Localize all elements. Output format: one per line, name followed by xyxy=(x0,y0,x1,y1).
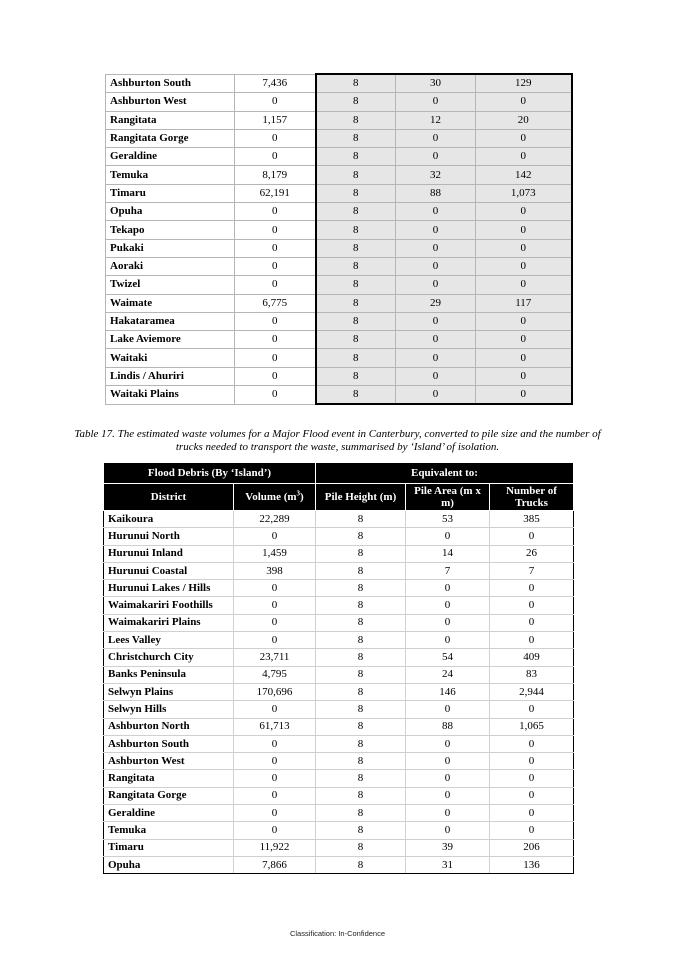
pile-area-cell: 146 xyxy=(406,683,490,700)
table-row xyxy=(104,597,574,614)
pile-area-cell: 54 xyxy=(406,649,490,666)
trucks-cell: 0 xyxy=(476,203,572,221)
district-cell: Tekapo xyxy=(106,221,235,239)
table-row xyxy=(106,349,572,367)
pile-area-cell: 0 xyxy=(406,701,490,718)
volume-cell: 6,775 xyxy=(235,294,316,312)
district-cell: Timaru xyxy=(106,184,235,202)
column-header-pile-area: Pile Area (m x m) xyxy=(406,484,490,511)
table-row xyxy=(106,74,572,93)
table-row xyxy=(106,93,572,111)
pile-area-cell: 32 xyxy=(396,166,476,184)
district-cell: Timaru xyxy=(104,839,234,856)
pile-height-cell: 8 xyxy=(316,312,396,330)
pile-height-cell: 8 xyxy=(316,597,406,614)
pile-area-cell: 0 xyxy=(396,257,476,275)
pile-height-cell: 8 xyxy=(316,276,396,294)
table-row xyxy=(104,614,574,631)
table-16-body xyxy=(106,74,572,404)
volume-cell: 0 xyxy=(234,753,316,770)
pile-height-cell: 8 xyxy=(316,331,396,349)
district-cell: Ashburton South xyxy=(104,735,234,752)
volume-cell: 0 xyxy=(235,331,316,349)
pile-height-cell: 8 xyxy=(316,184,396,202)
trucks-cell: 142 xyxy=(476,166,572,184)
column-header-trucks: Number of Trucks xyxy=(490,484,574,511)
pile-area-cell: 0 xyxy=(406,735,490,752)
pile-area-cell: 0 xyxy=(396,93,476,111)
volume-cell: 0 xyxy=(234,614,316,631)
pile-height-cell: 8 xyxy=(316,294,396,312)
volume-cell: 0 xyxy=(235,93,316,111)
volume-cell: 61,713 xyxy=(234,718,316,735)
pile-area-cell: 0 xyxy=(396,367,476,385)
pile-area-cell: 0 xyxy=(396,276,476,294)
table-17 xyxy=(103,462,574,874)
pile-height-cell: 8 xyxy=(316,683,406,700)
volume-cell: 0 xyxy=(235,221,316,239)
trucks-cell: 0 xyxy=(476,221,572,239)
pile-area-cell: 88 xyxy=(396,184,476,202)
table-row xyxy=(104,735,574,752)
volume-cell: 0 xyxy=(235,312,316,330)
district-cell: Hurunui North xyxy=(104,528,234,545)
group-header-row xyxy=(104,463,574,484)
table-row xyxy=(104,580,574,597)
table-row xyxy=(106,221,572,239)
trucks-cell: 7 xyxy=(490,562,574,579)
district-cell: Waitaki xyxy=(106,349,235,367)
trucks-cell: 385 xyxy=(490,511,574,528)
volume-cell: 23,711 xyxy=(234,649,316,666)
district-cell: Temuka xyxy=(104,822,234,839)
district-cell: Banks Peninsula xyxy=(104,666,234,683)
district-cell: Ashburton West xyxy=(104,753,234,770)
trucks-cell: 0 xyxy=(476,386,572,405)
classification-footer: Classification: In-Confidence xyxy=(289,929,386,938)
pile-height-cell: 8 xyxy=(316,511,406,528)
table-row xyxy=(106,203,572,221)
district-cell: Waimakariri Plains xyxy=(104,614,234,631)
district-cell: Rangitata xyxy=(104,770,234,787)
pile-height-cell: 8 xyxy=(316,822,406,839)
district-cell: Selwyn Plains xyxy=(104,683,234,700)
district-cell: Lees Valley xyxy=(104,632,234,649)
trucks-cell: 0 xyxy=(490,735,574,752)
district-cell: Temuka xyxy=(106,166,235,184)
trucks-cell: 0 xyxy=(490,614,574,631)
table-row xyxy=(104,632,574,649)
table-row xyxy=(106,166,572,184)
table-row xyxy=(106,331,572,349)
pile-area-cell: 0 xyxy=(406,822,490,839)
trucks-cell: 0 xyxy=(476,93,572,111)
district-cell: Geraldine xyxy=(104,805,234,822)
table-row xyxy=(104,805,574,822)
table-row xyxy=(106,312,572,330)
trucks-cell: 0 xyxy=(490,580,574,597)
pile-area-cell: 0 xyxy=(406,614,490,631)
table-row xyxy=(104,822,574,839)
table-17-caption: Table 17. The estimated waste volumes for a Major Flood event in Canterbury, converted to pile size and the number of trucks needed to transport the waste, summarised by ‘Island’ of isolation. xyxy=(74,428,601,453)
district-cell: Hurunui Lakes / Hills xyxy=(104,580,234,597)
pile-area-cell: 0 xyxy=(406,787,490,804)
trucks-cell: 206 xyxy=(490,839,574,856)
pile-area-cell: 31 xyxy=(406,856,490,873)
volume-cell: 0 xyxy=(234,735,316,752)
table-row xyxy=(104,856,574,873)
trucks-cell: 26 xyxy=(490,545,574,562)
trucks-cell: 1,065 xyxy=(490,718,574,735)
volume-cell: 1,459 xyxy=(234,545,316,562)
pile-area-cell: 0 xyxy=(406,770,490,787)
pile-height-cell: 8 xyxy=(316,129,396,147)
column-header-district: District xyxy=(104,484,234,511)
table-row xyxy=(104,545,574,562)
trucks-cell: 0 xyxy=(476,312,572,330)
volume-cell: 0 xyxy=(234,528,316,545)
volume-cell: 0 xyxy=(235,349,316,367)
volume-cell: 11,922 xyxy=(234,839,316,856)
district-cell: Waimakariri Foothills xyxy=(104,597,234,614)
table-row xyxy=(104,666,574,683)
table-row xyxy=(104,753,574,770)
trucks-cell: 0 xyxy=(490,822,574,839)
volume-cell: 1,157 xyxy=(235,111,316,129)
trucks-cell: 0 xyxy=(476,148,572,166)
volume-cell: 0 xyxy=(234,787,316,804)
pile-height-cell: 8 xyxy=(316,148,396,166)
table-row xyxy=(104,511,574,528)
trucks-cell: 0 xyxy=(490,701,574,718)
table-row xyxy=(106,184,572,202)
trucks-cell: 83 xyxy=(490,666,574,683)
pile-area-cell: 0 xyxy=(396,203,476,221)
trucks-cell: 0 xyxy=(476,367,572,385)
pile-area-cell: 0 xyxy=(406,580,490,597)
district-cell: Waimate xyxy=(106,294,235,312)
pile-height-cell: 8 xyxy=(316,239,396,257)
pile-area-cell: 0 xyxy=(396,148,476,166)
trucks-cell: 0 xyxy=(490,597,574,614)
volume-cell: 0 xyxy=(234,632,316,649)
pile-height-cell: 8 xyxy=(316,349,396,367)
pile-area-cell: 29 xyxy=(396,294,476,312)
pile-height-cell: 8 xyxy=(316,562,406,579)
volume-cell: 0 xyxy=(234,770,316,787)
table-row xyxy=(104,528,574,545)
volume-cell: 22,289 xyxy=(234,511,316,528)
pile-height-cell: 8 xyxy=(316,666,406,683)
table-16-continued xyxy=(105,73,573,405)
group-header-equivalent: Equivalent to: xyxy=(316,463,574,484)
district-cell: Rangitata Gorge xyxy=(104,787,234,804)
trucks-cell: 0 xyxy=(490,770,574,787)
pile-height-cell: 8 xyxy=(316,257,396,275)
table-row xyxy=(106,294,572,312)
group-header-flood-debris: Flood Debris (By ‘Island’) xyxy=(104,463,316,484)
pile-area-cell: 0 xyxy=(396,331,476,349)
district-cell: Selwyn Hills xyxy=(104,701,234,718)
volume-cell: 0 xyxy=(234,822,316,839)
district-cell: Rangitata xyxy=(106,111,235,129)
table-row xyxy=(104,562,574,579)
pile-area-cell: 0 xyxy=(406,805,490,822)
pile-area-cell: 0 xyxy=(406,632,490,649)
volume-cell: 4,795 xyxy=(234,666,316,683)
trucks-cell: 1,073 xyxy=(476,184,572,202)
trucks-cell: 0 xyxy=(476,257,572,275)
table-17-body xyxy=(104,511,574,874)
district-cell: Twizel xyxy=(106,276,235,294)
trucks-cell: 0 xyxy=(490,805,574,822)
pile-height-cell: 8 xyxy=(316,770,406,787)
trucks-cell: 0 xyxy=(490,528,574,545)
pile-height-cell: 8 xyxy=(316,701,406,718)
pile-area-cell: 53 xyxy=(406,511,490,528)
volume-cell: 0 xyxy=(234,597,316,614)
pile-area-cell: 0 xyxy=(396,386,476,405)
trucks-cell: 0 xyxy=(490,787,574,804)
pile-height-cell: 8 xyxy=(316,93,396,111)
district-cell: Lake Aviemore xyxy=(106,331,235,349)
volume-cell: 7,866 xyxy=(234,856,316,873)
pile-area-cell: 0 xyxy=(396,312,476,330)
pile-area-cell: 88 xyxy=(406,718,490,735)
pile-height-cell: 8 xyxy=(316,111,396,129)
district-cell: Rangitata Gorge xyxy=(106,129,235,147)
trucks-cell: 117 xyxy=(476,294,572,312)
volume-cell: 0 xyxy=(235,203,316,221)
pile-height-cell: 8 xyxy=(316,753,406,770)
table-row xyxy=(106,148,572,166)
column-header-volume: Volume $(m^3)$ xyxy=(234,484,316,511)
volume-cell: 0 xyxy=(235,367,316,385)
pile-height-cell: 8 xyxy=(316,649,406,666)
volume-cell: 0 xyxy=(234,805,316,822)
pile-area-cell: 30 xyxy=(396,74,476,93)
volume-cell: 0 xyxy=(235,386,316,405)
pile-height-cell: 8 xyxy=(316,386,396,405)
table-row xyxy=(104,718,574,735)
volume-cell: 0 xyxy=(235,239,316,257)
pile-height-cell: 8 xyxy=(316,528,406,545)
trucks-cell: 409 xyxy=(490,649,574,666)
table-row xyxy=(104,683,574,700)
volume-cell: 62,191 xyxy=(235,184,316,202)
table-row xyxy=(104,770,574,787)
volume-cell: 0 xyxy=(235,148,316,166)
pile-area-cell: 39 xyxy=(406,839,490,856)
pile-area-cell: 14 xyxy=(406,545,490,562)
district-cell: Hurunui Coastal xyxy=(104,562,234,579)
column-header-row xyxy=(104,484,574,511)
trucks-cell: 0 xyxy=(490,632,574,649)
district-cell: Opuha xyxy=(104,856,234,873)
table-row xyxy=(106,367,572,385)
pile-area-cell: 0 xyxy=(396,221,476,239)
pile-area-cell: 0 xyxy=(396,349,476,367)
pile-area-cell: 0 xyxy=(406,753,490,770)
pile-height-cell: 8 xyxy=(316,856,406,873)
trucks-cell: 20 xyxy=(476,111,572,129)
district-cell: Hakataramea xyxy=(106,312,235,330)
pile-height-cell: 8 xyxy=(316,74,396,93)
district-cell: Kaikoura xyxy=(104,511,234,528)
district-cell: Aoraki xyxy=(106,257,235,275)
volume-cell: 7,436 xyxy=(235,74,316,93)
pile-area-cell: 12 xyxy=(396,111,476,129)
table-row xyxy=(104,701,574,718)
trucks-cell: 0 xyxy=(476,129,572,147)
table-row xyxy=(106,257,572,275)
district-cell: Ashburton West xyxy=(106,93,235,111)
district-cell: Ashburton South xyxy=(106,74,235,93)
district-cell: Opuha xyxy=(106,203,235,221)
district-cell: Lindis / Ahuriri xyxy=(106,367,235,385)
district-cell: Waitaki Plains xyxy=(106,386,235,405)
table-row xyxy=(106,276,572,294)
volume-cell: 0 xyxy=(235,257,316,275)
volume-cell: 398 xyxy=(234,562,316,579)
trucks-cell: 0 xyxy=(476,331,572,349)
volume-cell: 0 xyxy=(234,701,316,718)
pile-area-cell: 0 xyxy=(396,239,476,257)
pile-area-cell: 0 xyxy=(396,129,476,147)
trucks-cell: 136 xyxy=(490,856,574,873)
pile-area-cell: 0 xyxy=(406,528,490,545)
district-cell: Pukaki xyxy=(106,239,235,257)
table-row xyxy=(106,386,572,405)
trucks-cell: 0 xyxy=(476,239,572,257)
trucks-cell: 129 xyxy=(476,74,572,93)
pile-height-cell: 8 xyxy=(316,805,406,822)
pile-height-cell: 8 xyxy=(316,718,406,735)
pile-height-cell: 8 xyxy=(316,839,406,856)
pile-height-cell: 8 xyxy=(316,367,396,385)
volume-cell: 0 xyxy=(235,276,316,294)
pile-height-cell: 8 xyxy=(316,787,406,804)
trucks-cell: 2,944 xyxy=(490,683,574,700)
trucks-cell: 0 xyxy=(476,276,572,294)
district-cell: Geraldine xyxy=(106,148,235,166)
pile-height-cell: 8 xyxy=(316,203,396,221)
volume-cell: 8,179 xyxy=(235,166,316,184)
table-row xyxy=(104,839,574,856)
pile-height-cell: 8 xyxy=(316,632,406,649)
pile-area-cell: 7 xyxy=(406,562,490,579)
column-header-pile-height: Pile Height (m) xyxy=(316,484,406,511)
district-cell: Hurunui Inland xyxy=(104,545,234,562)
volume-cell: 170,696 xyxy=(234,683,316,700)
table-row xyxy=(104,649,574,666)
district-cell: Ashburton North xyxy=(104,718,234,735)
volume-cell: 0 xyxy=(235,129,316,147)
pile-area-cell: 0 xyxy=(406,597,490,614)
district-cell: Christchurch City xyxy=(104,649,234,666)
table-row xyxy=(104,787,574,804)
pile-height-cell: 8 xyxy=(316,166,396,184)
table-row xyxy=(106,111,572,129)
pile-height-cell: 8 xyxy=(316,221,396,239)
pile-height-cell: 8 xyxy=(316,580,406,597)
trucks-cell: 0 xyxy=(476,349,572,367)
pile-area-cell: 24 xyxy=(406,666,490,683)
pile-height-cell: 8 xyxy=(316,735,406,752)
trucks-cell: 0 xyxy=(490,753,574,770)
pile-height-cell: 8 xyxy=(316,545,406,562)
volume-cell: 0 xyxy=(234,580,316,597)
pile-height-cell: 8 xyxy=(316,614,406,631)
table-row xyxy=(106,129,572,147)
table-row xyxy=(106,239,572,257)
